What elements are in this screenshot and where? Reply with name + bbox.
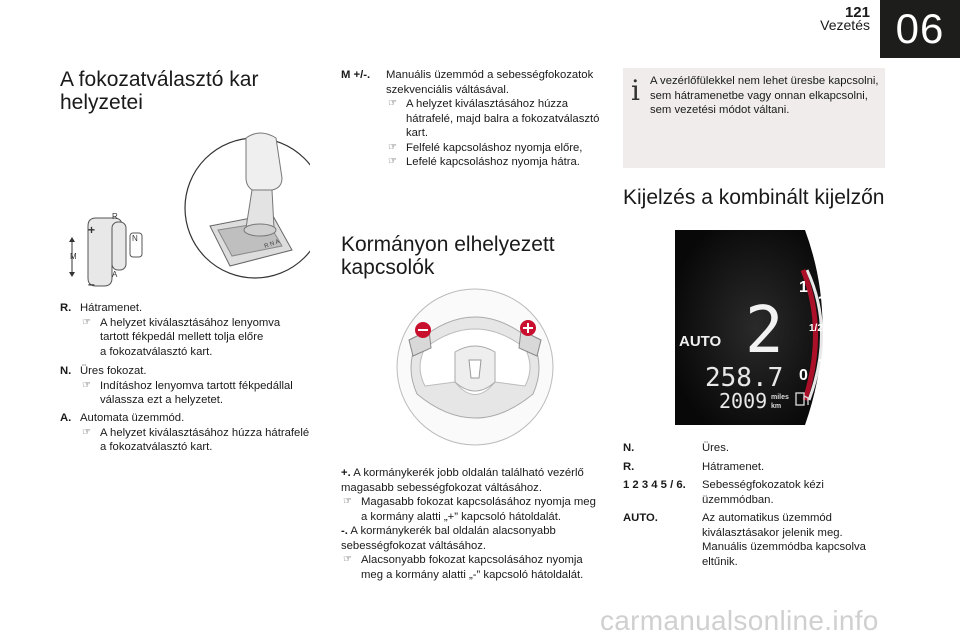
gate-label-minus: – xyxy=(88,277,95,291)
item-term: N. xyxy=(60,365,72,377)
unit-miles: miles xyxy=(771,394,789,401)
item-a xyxy=(60,411,315,455)
item-term: A. xyxy=(60,412,72,424)
item-m xyxy=(341,68,606,170)
plus-description: +. A kormánykerék jobb oldalán található vezérlő magasabb sebességfokozat váltásához. ☞ Magasabb fokozat kapcsolásához nyomja meg a kormány alatti „+” kapcsoló hátoldalát. -. A kormánykerék bal oldalán alacsonyabb sebességfokozat váltásához. ☞ Alacsonyabb fokozat kapcsolásához nyomja meg a kormány alatti „-” kapcsoló hátoldalát. xyxy=(341,466,606,582)
item-term: M +/-. xyxy=(341,69,371,81)
item-r xyxy=(60,301,310,359)
title-line: helyzetei xyxy=(60,91,143,114)
item-bullet: ☞ Alacsonyabb fokozat kapcsolásához nyomja meg a kormány alatti „-” kapcsoló hátoldalát. xyxy=(341,553,606,582)
title-line: A fokozatválasztó kar xyxy=(60,68,259,91)
auto-indicator: AUTO xyxy=(679,333,722,350)
svg-text:R N A: R N A xyxy=(263,238,281,250)
item-desc: Üres fokozat. xyxy=(80,365,147,377)
display-title: Kijelzés a kombinált kijelzőn xyxy=(623,186,885,209)
item-n xyxy=(60,364,310,408)
title-line: kapcsolók xyxy=(341,256,435,279)
item-term: +. xyxy=(341,467,351,479)
steering-wheel-illustration xyxy=(395,282,555,452)
item-term: -. xyxy=(341,525,348,537)
fuel-half-label: 1/2 xyxy=(809,323,823,334)
item-bullet: ☞ Lefelé kapcsoláshoz nyomja hátra. xyxy=(386,155,606,170)
item-bullet: ☞ Indításhoz lenyomva tartott fékpedállal válassza ezt a helyzetet. xyxy=(80,379,310,408)
item-bullet: ☞ A helyzet kiválasztásához lenyomva tartott fékpedál mellett tolja előre a fokozatválasztó kart. xyxy=(80,316,310,360)
gear-selector-illustration xyxy=(60,118,310,293)
gate-label-plus: + xyxy=(88,223,96,237)
gate-label-n: N xyxy=(132,234,138,243)
gear-indicator: 2 xyxy=(745,294,784,368)
item-bullet: ☞ Magasabb fokozat kapcsolásához nyomja meg a kormány alatti „+” kapcsoló hátoldalát. xyxy=(341,495,606,524)
page-number: 121 xyxy=(844,4,870,21)
info-box xyxy=(623,68,885,168)
odometer-readout: 258.7 xyxy=(705,363,784,393)
item-desc: Hátramenet. xyxy=(80,302,143,314)
item-bullet: ☞ A helyzet kiválasztásához húzza hátrafelé a fokozatválasztó kart. xyxy=(80,426,315,455)
steering-controls-title xyxy=(341,233,555,279)
item-bullet: ☞ Felfelé kapcsoláshoz nyomja előre, xyxy=(386,141,606,156)
chapter-tab: 06 xyxy=(880,0,960,58)
title-line: Kormányon elhelyezett xyxy=(341,233,555,256)
item-term: R. xyxy=(60,302,72,314)
item-bullet: ☞ A helyzet kiválasztásához húzza hátrafelé, majd balra a fokozatválasztó kart. xyxy=(386,97,606,141)
instrument-cluster-display xyxy=(675,230,840,425)
gear-selector-title xyxy=(60,68,258,114)
info-icon: i xyxy=(631,74,640,107)
gate-label-m: M xyxy=(70,252,77,261)
section-name: Vezetés xyxy=(820,17,870,33)
item-desc: Manuális üzemmód a sebességfokozatok szekvenciális váltásával. xyxy=(386,69,594,96)
gate-label-r: R xyxy=(112,212,118,221)
fuel-full-label: 1 xyxy=(799,279,808,296)
info-text: A vezérlőfülekkel nem lehet üresbe kapcsolni, sem hátramenetbe vagy onnan elkapcsolni, sem vezetési módot váltani. xyxy=(650,75,879,116)
trip-readout: 2009 xyxy=(719,389,768,413)
item-desc: Automata üzemmód. xyxy=(80,412,185,424)
watermark: carmanualsonline.info xyxy=(600,605,879,636)
unit-km: km xyxy=(771,403,782,410)
gate-label-a: A xyxy=(112,270,118,279)
fuel-empty-label: 0 xyxy=(799,367,808,384)
